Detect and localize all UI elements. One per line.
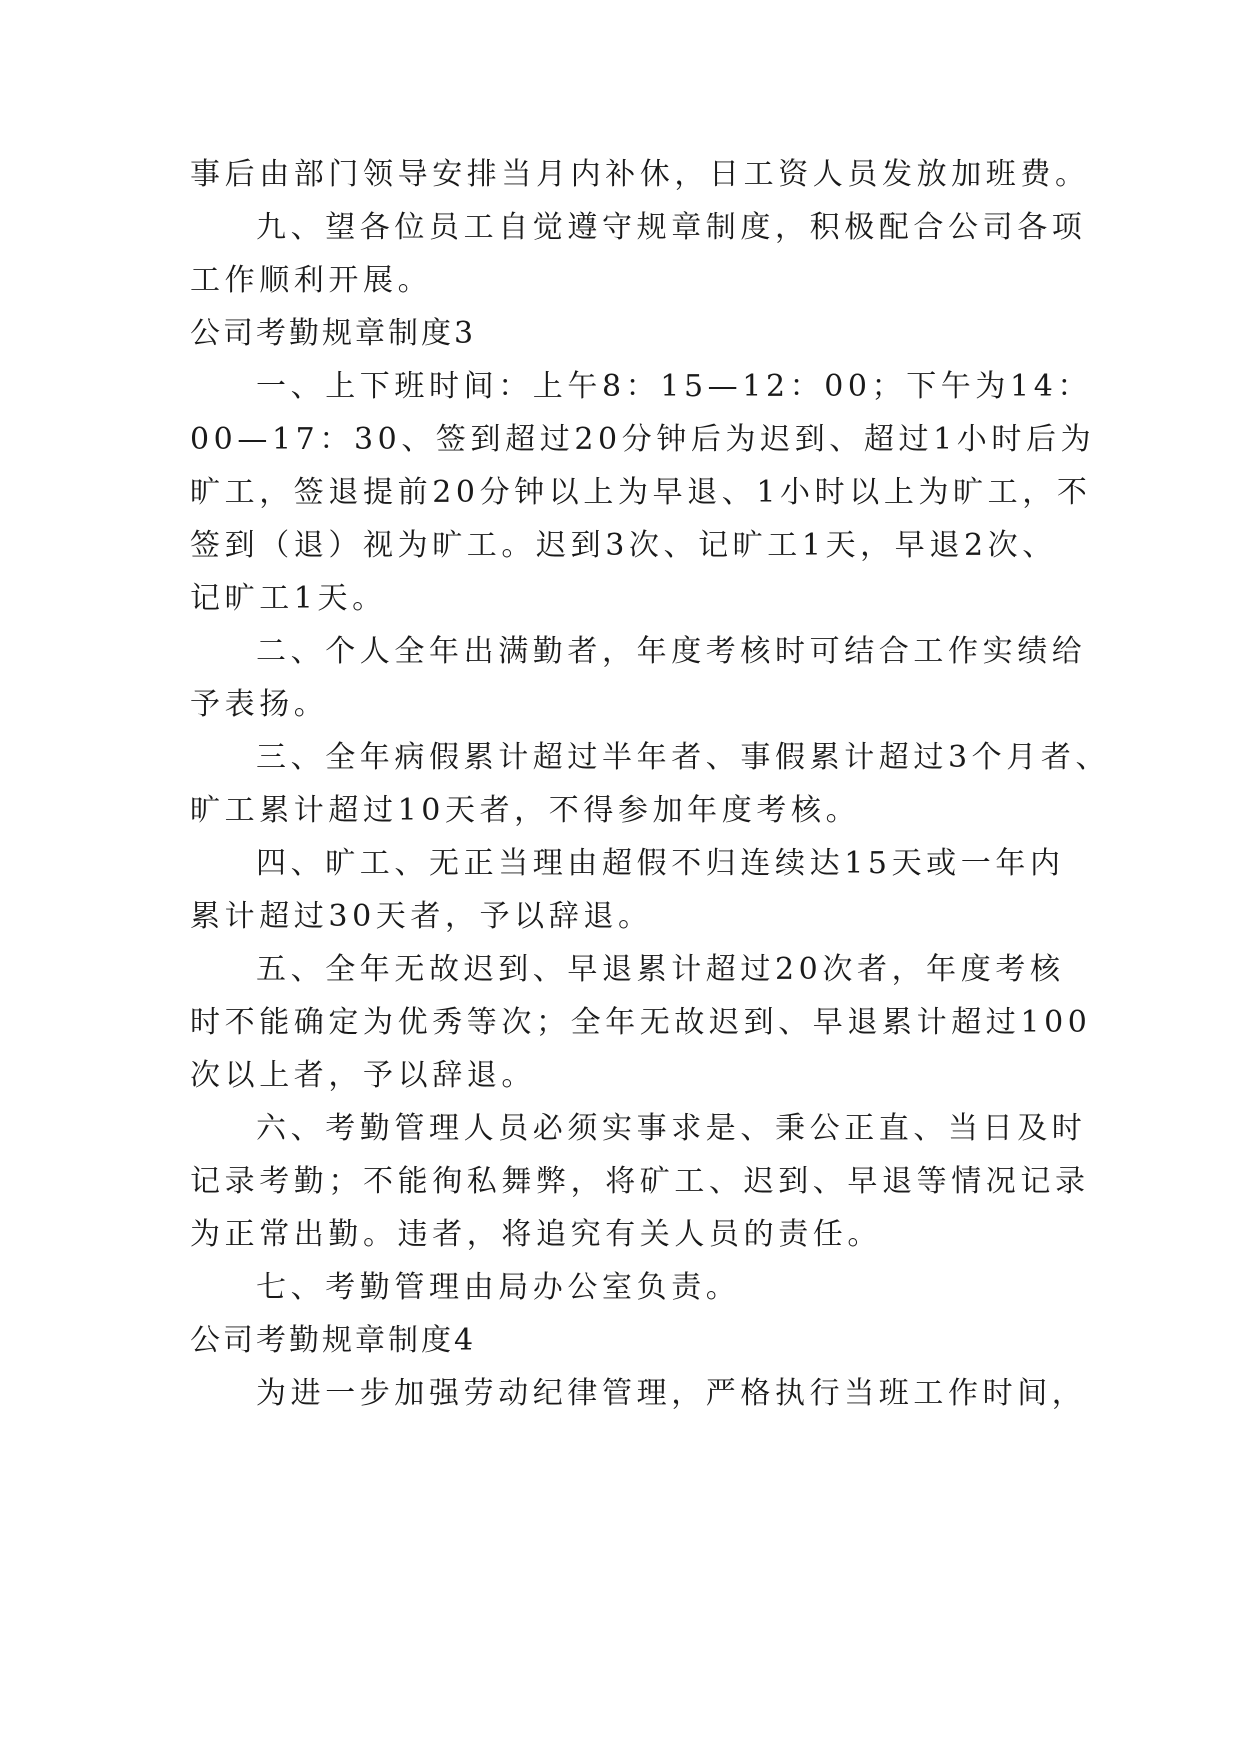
paragraph-line: 为进一步加强劳动纪律管理，严格执行当班工作时间， bbox=[256, 1376, 1087, 1411]
paragraph-line: 时不能确定为优秀等次；全年无故迟到、早退累计超过100 bbox=[190, 1005, 1092, 1040]
paragraph-line: 五、全年无故迟到、早退累计超过20次者，年度考核 bbox=[256, 952, 1065, 987]
paragraph-line: 一、上下班时间：上午8：15—12：00；下午为14： bbox=[256, 369, 1092, 404]
section-heading: 公司考勤规章制度4 bbox=[190, 1323, 477, 1358]
paragraph-line: 旷工，签退提前20分钟以上为早退、1小时以上为旷工，不 bbox=[190, 475, 1092, 510]
section-heading: 公司考勤规章制度3 bbox=[190, 316, 477, 351]
paragraph-line: 次以上者，予以辞退。 bbox=[190, 1058, 536, 1093]
paragraph-line: 工作顺利开展。 bbox=[190, 263, 433, 298]
paragraph-line: 记录考勤；不能徇私舞弊，将矿工、迟到、早退等情况记录 bbox=[190, 1164, 1090, 1199]
paragraph-line: 三、全年病假累计超过半年者、事假累计超过3个月者、 bbox=[256, 740, 1111, 775]
paragraph-line: 四、旷工、无正当理由超假不归连续达15天或一年内 bbox=[256, 846, 1065, 881]
paragraph-line: 事后由部门领导安排当月内补休，日工资人员发放加班费。 bbox=[190, 157, 1090, 192]
paragraph-line: 二、个人全年出满勤者，年度考核时可结合工作实绩给 bbox=[256, 634, 1087, 669]
paragraph-line: 七、考勤管理由局办公室负责。 bbox=[256, 1270, 741, 1305]
paragraph-line: 予表扬。 bbox=[190, 687, 329, 722]
paragraph-line: 00—17：30、签到超过20分钟后为迟到、超过1小时后为 bbox=[190, 422, 1096, 457]
paragraph-line: 累计超过30天者，予以辞退。 bbox=[190, 899, 653, 934]
paragraph-line: 为正常出勤。违者，将追究有关人员的责任。 bbox=[190, 1217, 882, 1252]
paragraph-line: 旷工累计超过10天者，不得参加年度考核。 bbox=[190, 793, 861, 828]
paragraph-line: 六、考勤管理人员必须实事求是、秉公正直、当日及时 bbox=[256, 1111, 1087, 1146]
paragraph-line: 记旷工1天。 bbox=[190, 581, 387, 616]
paragraph-line: 签到（退）视为旷工。迟到3次、记旷工1天，早退2次、 bbox=[190, 528, 1057, 563]
paragraph-line: 九、望各位员工自觉遵守规章制度，积极配合公司各项 bbox=[256, 210, 1087, 245]
